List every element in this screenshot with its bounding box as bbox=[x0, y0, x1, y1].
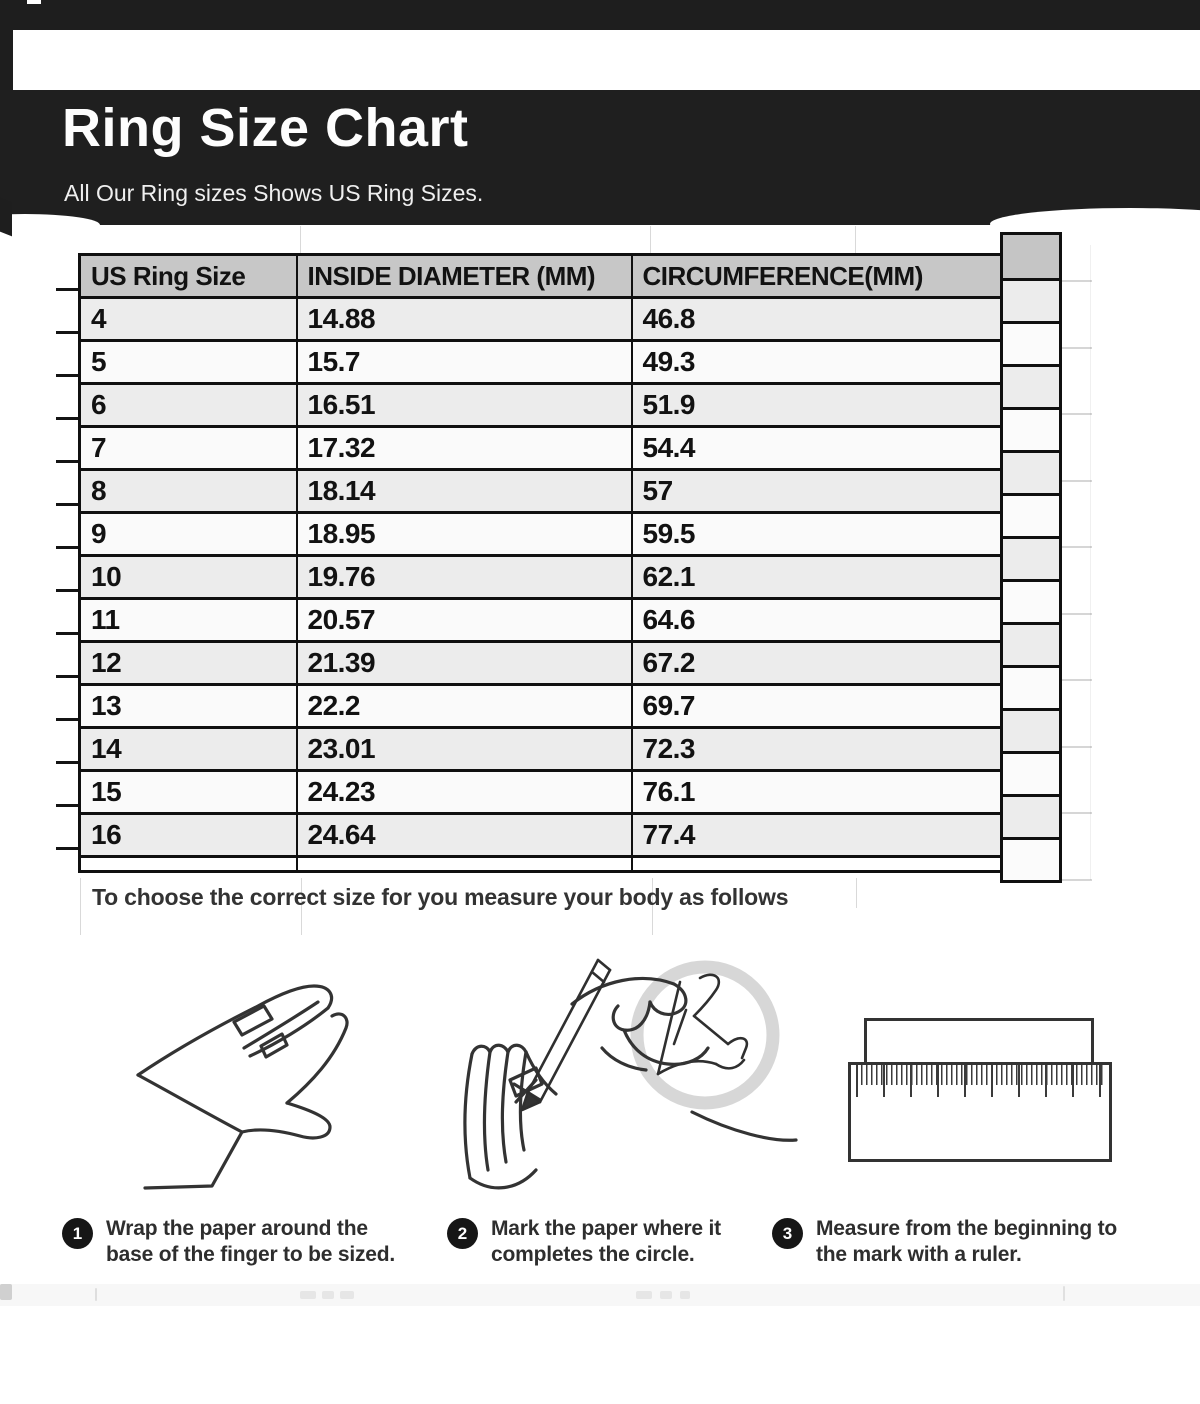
ghost-grid-cell bbox=[1000, 364, 1062, 410]
step-1 bbox=[62, 1216, 395, 1268]
table-cell: 8 bbox=[80, 470, 297, 513]
grid-tick bbox=[56, 847, 78, 850]
top-black-bar bbox=[0, 0, 1200, 30]
grid-line bbox=[1062, 746, 1092, 748]
hand-with-paper-strip-illustration bbox=[118, 978, 378, 1223]
column-header-us-ring-size: US Ring Size bbox=[80, 255, 297, 298]
grid-line bbox=[80, 878, 81, 935]
table-cell: 72.3 bbox=[632, 728, 1002, 771]
grid-line bbox=[300, 226, 301, 253]
grid-tick bbox=[56, 589, 78, 592]
smudge-mark bbox=[636, 1291, 652, 1299]
table-cell: 7 bbox=[80, 427, 297, 470]
grid-tick bbox=[56, 546, 78, 549]
step-2-badge-icon: 2 bbox=[447, 1218, 478, 1249]
grid-line bbox=[1062, 879, 1092, 881]
table-cell: 59.5 bbox=[632, 513, 1002, 556]
table-cell: 9 bbox=[80, 513, 297, 556]
column-header-inside-diameter: INSIDE DIAMETER (MM) bbox=[297, 255, 632, 298]
ghost-grid-cell bbox=[1000, 321, 1062, 367]
smudge-mark bbox=[340, 1291, 354, 1299]
grid-tick bbox=[56, 804, 78, 807]
smudge-mark bbox=[0, 1284, 12, 1300]
table-cell: 19.76 bbox=[297, 556, 632, 599]
table-row bbox=[80, 642, 1002, 685]
smudge-mark bbox=[660, 1291, 672, 1299]
left-black-sliver bbox=[0, 30, 13, 90]
smudge-mark bbox=[300, 1291, 316, 1299]
smudge-mark bbox=[95, 1288, 97, 1301]
table-row bbox=[80, 814, 1002, 857]
ruler-tick-marks bbox=[856, 1065, 1104, 1099]
ghost-column bbox=[1000, 232, 1062, 883]
marking-paper-with-pencil-illustration bbox=[452, 952, 802, 1197]
table-cell: 23.01 bbox=[297, 728, 632, 771]
ghost-grid-cell bbox=[1000, 665, 1062, 711]
table-cell: 15 bbox=[80, 771, 297, 814]
table-cell: 51.9 bbox=[632, 384, 1002, 427]
table-row bbox=[80, 298, 1002, 341]
table-cell: 11 bbox=[80, 599, 297, 642]
ring-table-body bbox=[80, 298, 1002, 872]
ghost-grid-cell bbox=[1000, 579, 1062, 625]
grid-line bbox=[1062, 812, 1092, 814]
table-cell: 10 bbox=[80, 556, 297, 599]
ghost-grid-cell bbox=[1000, 493, 1062, 539]
table-cell: 16 bbox=[80, 814, 297, 857]
table-cell: 20.57 bbox=[297, 599, 632, 642]
step-2 bbox=[447, 1216, 721, 1268]
step-2-text: Mark the paper where it completes the circle. bbox=[491, 1217, 721, 1266]
grid-line bbox=[1090, 245, 1091, 880]
ghost-grid-cell bbox=[1000, 708, 1062, 754]
grid-tick bbox=[56, 460, 78, 463]
table-cell: 15.7 bbox=[297, 341, 632, 384]
smudge-mark bbox=[1063, 1286, 1065, 1301]
table-cell: 24.23 bbox=[297, 771, 632, 814]
table-cell: 77.4 bbox=[632, 814, 1002, 857]
step-3 bbox=[772, 1216, 1117, 1268]
table-cell: 46.8 bbox=[632, 298, 1002, 341]
grid-line bbox=[855, 226, 856, 253]
table-cell: 13 bbox=[80, 685, 297, 728]
ghost-grid-cell bbox=[1000, 794, 1062, 840]
table-cell-empty bbox=[297, 857, 632, 872]
intro-text: To choose the correct size for you measure your body as follows bbox=[92, 884, 789, 910]
table-row bbox=[80, 427, 1002, 470]
step-3-badge-icon: 3 bbox=[772, 1218, 803, 1249]
grid-tick bbox=[56, 374, 78, 377]
table-cell-empty bbox=[80, 857, 297, 872]
top-notch bbox=[27, 0, 41, 4]
grid-line bbox=[1062, 413, 1092, 415]
table-cell: 14 bbox=[80, 728, 297, 771]
table-row bbox=[80, 470, 1002, 513]
table-row bbox=[80, 384, 1002, 427]
ruler-illustration bbox=[848, 1012, 1116, 1170]
table-row bbox=[80, 685, 1002, 728]
grid-tick bbox=[56, 331, 78, 334]
grid-line bbox=[1062, 546, 1092, 548]
table-cell: 54.4 bbox=[632, 427, 1002, 470]
table-cell: 76.1 bbox=[632, 771, 1002, 814]
table-cell: 5 bbox=[80, 341, 297, 384]
table-cell: 22.2 bbox=[297, 685, 632, 728]
band-edge-spur bbox=[0, 198, 12, 237]
table-cell: 67.2 bbox=[632, 642, 1002, 685]
step-1-badge-icon: 1 bbox=[62, 1218, 93, 1249]
grid-tick bbox=[56, 417, 78, 420]
smudge-mark bbox=[322, 1291, 334, 1299]
grid-tick bbox=[56, 718, 78, 721]
ghost-grid-cell bbox=[1000, 751, 1062, 797]
ghost-grid-cell bbox=[1000, 536, 1062, 582]
table-row bbox=[80, 341, 1002, 384]
table-cell: 12 bbox=[80, 642, 297, 685]
table-cell: 69.7 bbox=[632, 685, 1002, 728]
ghost-grid-cell bbox=[1000, 278, 1062, 324]
table-cell: 21.39 bbox=[297, 642, 632, 685]
table-cell: 57 bbox=[632, 470, 1002, 513]
table-cell-empty bbox=[632, 857, 1002, 872]
magnifier-circle-icon bbox=[637, 967, 773, 1103]
table-cell: 14.88 bbox=[297, 298, 632, 341]
page-title: Ring Size Chart bbox=[62, 98, 469, 158]
ghost-grid-cell bbox=[1000, 622, 1062, 668]
table-cell: 62.1 bbox=[632, 556, 1002, 599]
table-cell: 17.32 bbox=[297, 427, 632, 470]
table-cell: 4 bbox=[80, 298, 297, 341]
grid-line bbox=[856, 878, 857, 908]
table-cell: 49.3 bbox=[632, 341, 1002, 384]
grid-tick bbox=[56, 632, 78, 635]
ghost-grid-cell bbox=[1000, 837, 1062, 883]
table-cell: 6 bbox=[80, 384, 297, 427]
grid-line bbox=[1062, 613, 1092, 615]
table-header-row bbox=[80, 255, 1002, 298]
table-footer-row bbox=[80, 857, 1002, 872]
ghost-grid-cell bbox=[1000, 232, 1062, 281]
table-cell: 18.95 bbox=[297, 513, 632, 556]
grid-tick bbox=[56, 503, 78, 506]
table-cell: 24.64 bbox=[297, 814, 632, 857]
table-cell: 16.51 bbox=[297, 384, 632, 427]
grid-tick bbox=[56, 675, 78, 678]
grid-line bbox=[650, 226, 651, 253]
table-cell: 18.14 bbox=[297, 470, 632, 513]
bottom-smear bbox=[0, 1284, 1200, 1306]
smudge-mark bbox=[680, 1291, 690, 1299]
table-row bbox=[80, 771, 1002, 814]
table-row bbox=[80, 599, 1002, 642]
grid-line bbox=[1062, 480, 1092, 482]
grid-tick bbox=[56, 761, 78, 764]
table-row bbox=[80, 513, 1002, 556]
grid-tick bbox=[56, 288, 78, 291]
step-1-text: Wrap the paper around the base of the finger to be sized. bbox=[106, 1217, 396, 1266]
grid-line bbox=[1062, 679, 1092, 681]
column-header-circumference: CIRCUMFERENCE(MM) bbox=[632, 255, 1002, 298]
table-cell: 64.6 bbox=[632, 599, 1002, 642]
grid-line bbox=[1062, 280, 1092, 282]
white-strip bbox=[13, 30, 1200, 90]
ghost-grid-cell bbox=[1000, 407, 1062, 453]
table-row bbox=[80, 556, 1002, 599]
page-subtitle: All Our Ring sizes Shows US Ring Sizes. bbox=[64, 180, 484, 206]
ghost-grid-cell bbox=[1000, 450, 1062, 496]
ring-size-table bbox=[78, 253, 1003, 873]
table-row bbox=[80, 728, 1002, 771]
ruler-icon bbox=[848, 1062, 1112, 1162]
grid-line bbox=[1062, 347, 1092, 349]
step-3-text: Measure from the beginning to the mark with a ruler. bbox=[816, 1217, 1118, 1266]
